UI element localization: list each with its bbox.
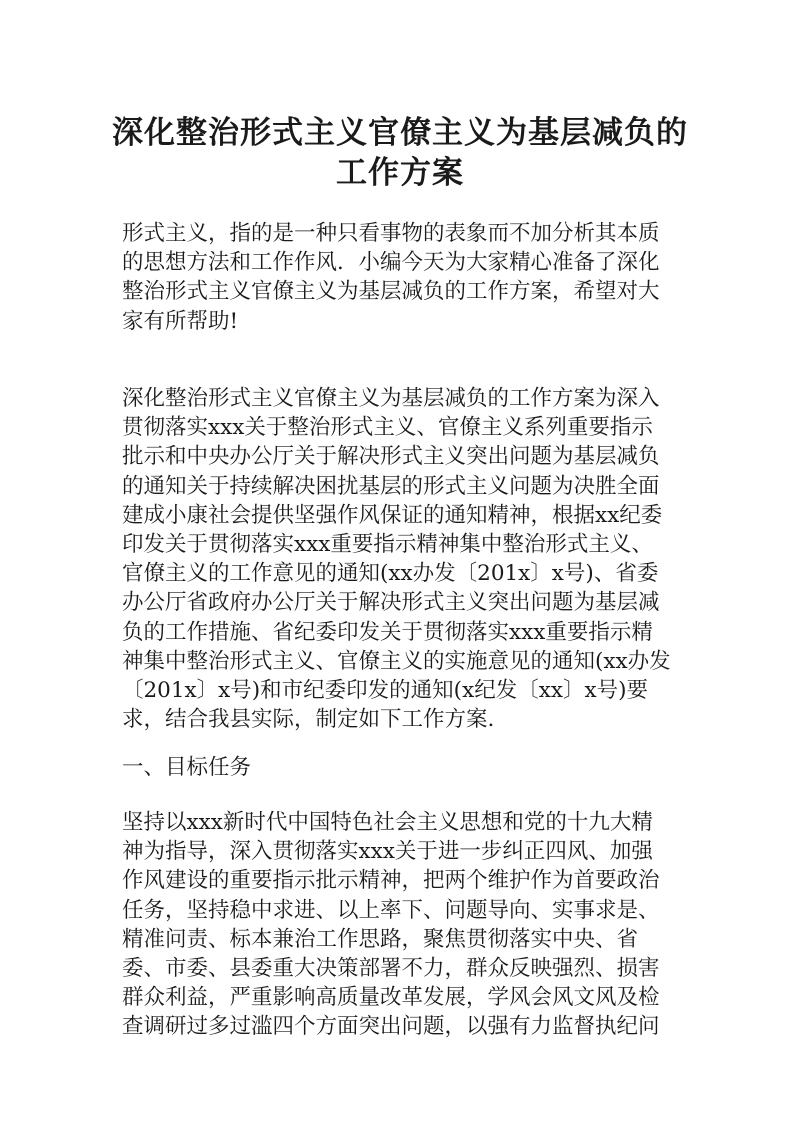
- title-line: 深化整治形式主义官僚主义为基层减负的: [112, 115, 688, 151]
- text-line: 精准问责、标本兼治工作思路，聚焦贯彻落实中央、省: [122, 926, 639, 952]
- body-paragraph: [122, 384, 692, 734]
- text-line: 神集中整治形式主义、官僚主义的实施意见的通知(xx办发: [122, 648, 671, 674]
- text-line: 求，结合我县实际，制定如下工作方案.: [122, 707, 495, 733]
- text-line: 形式主义，指的是一种只看事物的表象而不加分析其本质: [122, 221, 660, 246]
- heading-text: 一、目标任务: [122, 755, 252, 780]
- text-line: 批示和中央办公厅关于解决形式主义突出问题为基层减负: [122, 444, 660, 470]
- text-line: 建成小康社会提供坚强作风保证的通知精神，根据xx纪委: [122, 502, 663, 528]
- title-line: 工作方案: [336, 155, 464, 191]
- text-line: 查调研过多过滥四个方面突出问题，以强有力监督执纪问: [122, 1014, 660, 1040]
- text-line: 深化整治形式主义官僚主义为基层减负的工作方案为深入: [122, 386, 660, 411]
- text-line: 任务，坚持稳中求进、以上率下、问题导向、实事求是、: [122, 897, 660, 923]
- text-line: 整治形式主义官僚主义为基层减负的工作方案，希望对大: [122, 279, 660, 305]
- text-line: 的思想方法和工作作风．小编今天为大家精心准备了深化: [122, 250, 660, 276]
- text-line: 办公厅省政府办公厅关于解决形式主义突出问题为基层减: [122, 590, 660, 616]
- text-line: 负的工作措施、省纪委印发关于贯彻落实xxx重要指示精: [122, 619, 653, 645]
- section-paragraph: [122, 808, 692, 1042]
- text-line: 群众利益，严重影响高质量改革发展，学风会风文风及检: [122, 985, 660, 1011]
- text-line: 委、市委、县委重大决策部署不力，群众反映强烈、损害: [122, 956, 660, 982]
- text-line: 印发关于贯彻落实xxx重要指示精神集中整治形式主义、: [122, 532, 653, 558]
- intro-paragraph: [122, 219, 692, 336]
- text-line: 神为指导，深入贯彻落实xxx关于进一步纠正四风、加强: [122, 839, 653, 865]
- text-line: 贯彻落实xxx关于整治形式主义、官僚主义系列重要指示: [122, 415, 653, 441]
- text-line: 官僚主义的工作意见的通知(xx办发〔201x〕x号)、省委: [122, 561, 659, 587]
- text-line: 作风建设的重要指示批示精神，把两个维护作为首要政治: [122, 868, 660, 894]
- text-line: 的通知关于持续解决困扰基层的形式主义问题为决胜全面: [122, 473, 660, 499]
- section-heading: [122, 753, 692, 782]
- text-line: 〔201x〕x号)和市纪委印发的通知(x纪发〔xx〕x号)要: [122, 678, 648, 704]
- document-title: [100, 113, 700, 193]
- text-line: 家有所帮助!: [122, 308, 239, 334]
- text-line: 坚持以xxx新时代中国特色社会主义思想和党的十九大精: [122, 810, 653, 835]
